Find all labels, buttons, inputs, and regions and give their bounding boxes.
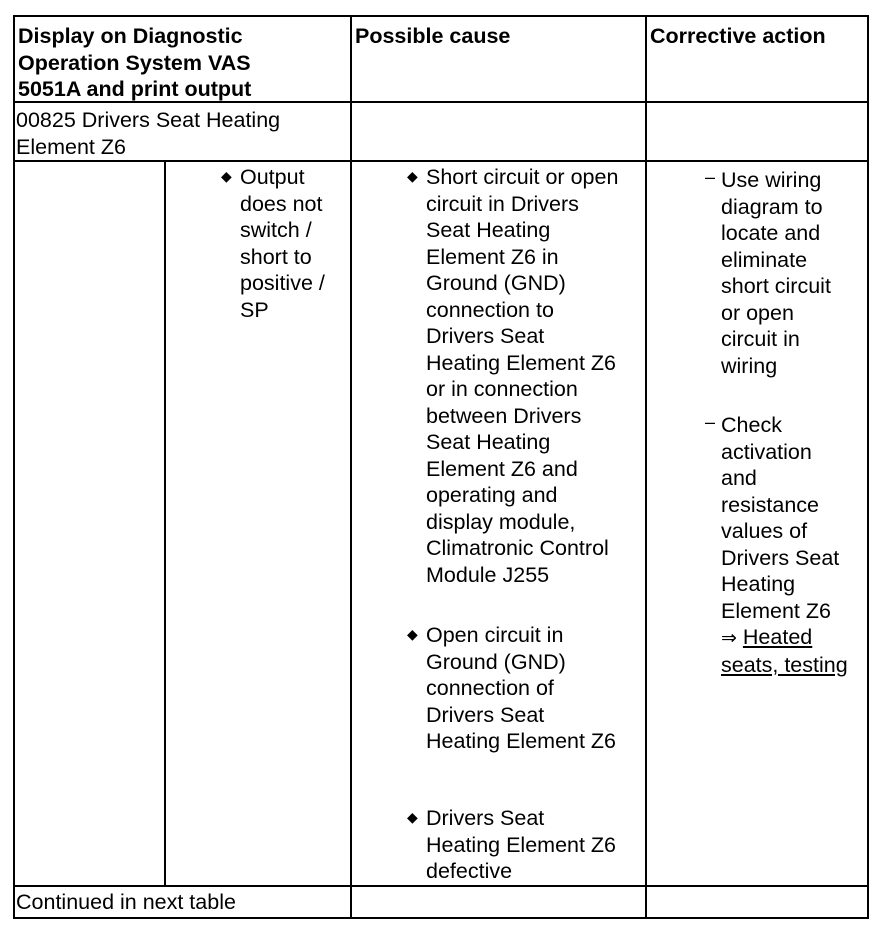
cause-bullet-icon: ◆ xyxy=(407,168,418,184)
header-display-line: Operation System VAS xyxy=(18,50,251,75)
cause-line: Seat Heating xyxy=(426,218,551,242)
header-display xyxy=(18,23,251,103)
cause-line: or in connection xyxy=(426,377,578,401)
action-line: Check xyxy=(721,413,782,437)
symptom-column-divider xyxy=(164,160,166,887)
action-item xyxy=(721,412,848,678)
fault-code-text xyxy=(16,107,280,160)
action-item xyxy=(721,167,831,379)
cause-line: Ground (GND) xyxy=(426,649,566,674)
table-border-top xyxy=(13,15,869,17)
table-border-right xyxy=(867,15,869,919)
heated-seats-link-continued[interactable]: seats, testing xyxy=(721,652,848,677)
table-border-left xyxy=(13,15,15,919)
header-display-line: 5051A and print output xyxy=(18,77,252,101)
cause-bullet-icon: ◆ xyxy=(407,626,418,642)
cause-line: Heating Element Z6 xyxy=(426,832,617,857)
cause-line: Drivers Seat xyxy=(426,806,545,830)
action-column-divider xyxy=(645,15,647,919)
symptom-bullet-icon: ◆ xyxy=(221,168,232,184)
symptom-line: switch / xyxy=(240,218,312,242)
cause-line: between Drivers xyxy=(426,403,582,428)
action-line: circuit in xyxy=(721,327,800,351)
cause-item xyxy=(426,622,616,755)
cause-line: Heating Element Z6 xyxy=(426,729,617,753)
action-line: short circuit xyxy=(721,274,831,298)
symptom-line: positive / xyxy=(240,271,325,295)
cause-line: Short circuit or open xyxy=(426,165,619,189)
action-line: eliminate xyxy=(721,247,808,272)
action-line: Use wiring xyxy=(721,168,822,192)
cause-line: circuit in Drivers xyxy=(426,191,579,216)
action-line: activation xyxy=(721,439,812,464)
footer-separator xyxy=(13,885,869,887)
cause-line: Module J255 xyxy=(426,562,550,587)
cause-line: Drivers Seat xyxy=(426,702,545,727)
cause-bullet-icon: ◆ xyxy=(407,809,418,825)
cause-line: Seat Heating xyxy=(426,430,551,454)
action-line: and xyxy=(721,466,757,490)
cause-line: Climatronic Control xyxy=(426,536,609,560)
symptom-line: Output xyxy=(240,165,305,189)
cause-line: Element Z6 and xyxy=(426,456,578,481)
diagnostic-table xyxy=(13,15,869,919)
cause-column-divider xyxy=(350,15,352,919)
action-line: Element Z6 xyxy=(721,598,831,623)
action-line: locate and xyxy=(721,221,821,245)
fault-row-separator xyxy=(13,160,869,162)
action-line: Drivers Seat xyxy=(721,545,840,570)
fault-code-line: Element Z6 xyxy=(16,134,126,159)
action-dash-icon: – xyxy=(705,167,716,187)
symptom-line: SP xyxy=(240,297,269,322)
header-possible-cause: Possible cause xyxy=(355,24,511,48)
action-line: or open xyxy=(721,300,794,325)
cause-line: connection to xyxy=(426,297,554,322)
action-dash-icon: – xyxy=(705,412,716,432)
cause-item xyxy=(426,805,616,885)
action-line: values of xyxy=(721,519,808,543)
cause-line: Heating Element Z6 xyxy=(426,350,617,375)
cause-line: Drivers Seat xyxy=(426,324,545,348)
table-border-bottom xyxy=(13,917,869,919)
continued-note: Continued in next table xyxy=(16,890,236,914)
symptom-line: short to xyxy=(240,244,312,269)
action-line: resistance xyxy=(721,492,819,517)
header-corrective-action: Corrective action xyxy=(650,24,826,48)
heated-seats-link[interactable]: Heated xyxy=(742,625,813,649)
cause-line: Open circuit in xyxy=(426,623,564,647)
cause-line: defective xyxy=(426,859,513,883)
action-line: Heating xyxy=(721,572,796,596)
cause-line: Element Z6 in xyxy=(426,244,559,269)
header-display-line: Display on Diagnostic xyxy=(18,24,243,48)
action-line: wiring xyxy=(721,353,778,378)
heated-seats-link-row[interactable] xyxy=(721,624,848,652)
symptom-line: does not xyxy=(240,191,323,216)
cause-line: connection of xyxy=(426,676,554,700)
action-line: diagram to xyxy=(721,194,823,219)
symptom-text xyxy=(240,164,325,323)
cause-item xyxy=(426,164,618,588)
link-arrow-icon: ⇒ xyxy=(721,627,737,649)
fault-code-line: 00825 Drivers Seat Heating xyxy=(16,108,281,132)
cause-line: display module, xyxy=(426,509,576,534)
cause-line: operating and xyxy=(426,483,558,507)
cause-line: Ground (GND) xyxy=(426,271,566,295)
